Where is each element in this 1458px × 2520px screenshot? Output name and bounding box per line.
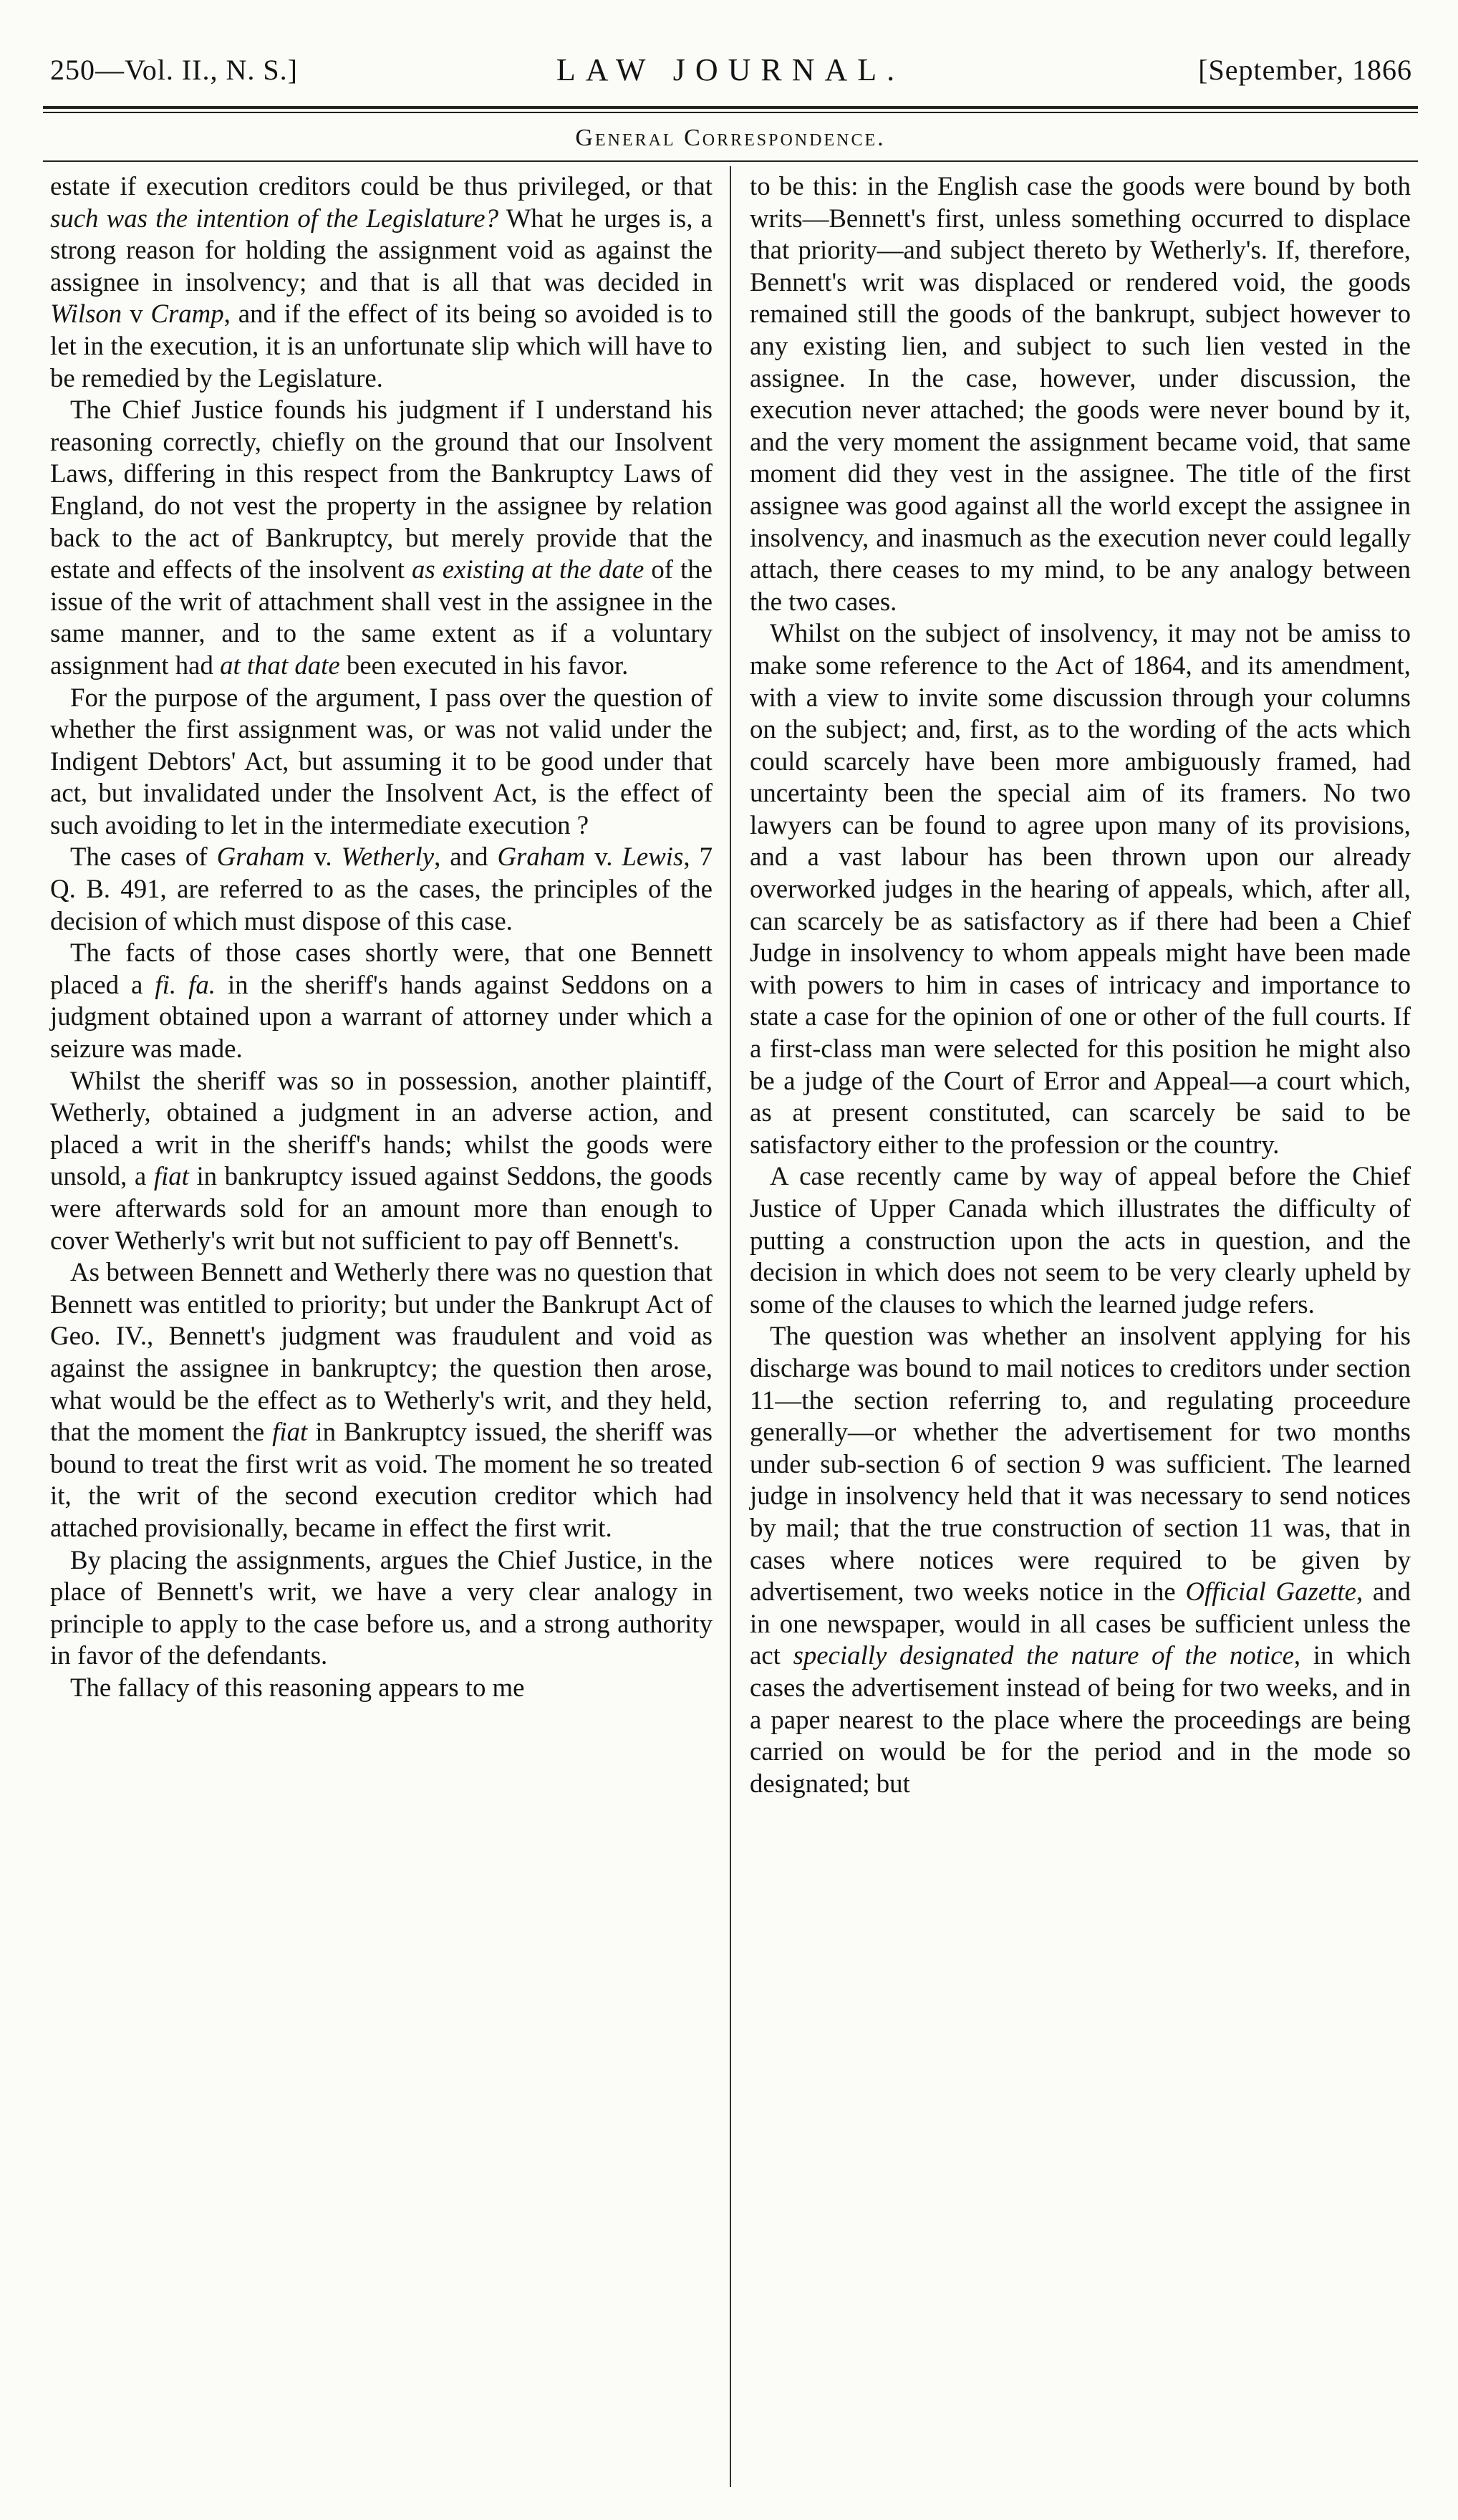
paragraph (750, 617, 1411, 1160)
text-run: , and (434, 842, 498, 872)
text-run: to be this: in the English case the goods were bound by both writs—Bennett's first, unless something occurred to displace that priority—and subject thereto by Wetherly's. If, therefore, Bennett's writ was displaced or rendered void, the goods remained still the goods of the bankrupt, subject however to any existing lien, and subject to such lien vested in the assignee. In the case, however, under discussion, the execution never attached; the goods were never bound by it, and the very moment the assignment became void, that same moment did they vest in the assignee. The title of the first assignee was good against all the world except the assignee in insolvency, and inasmuch as the execution never could legally attach, there ceases to my mind, to be any analogy between the two cases. (750, 171, 1411, 616)
text-run: of the issue of the writ of attachment shall vest in the assignee in the same manner, and to the same extent as if a voluntary assignment had (50, 554, 713, 680)
left-column (43, 166, 730, 2487)
paragraph (750, 1320, 1411, 1799)
header-rule-thick (43, 106, 1418, 109)
header-volume: 250—Vol. II., N. S.] (50, 54, 298, 86)
header-date: [September, 1866 (1198, 54, 1412, 86)
paragraph (50, 1672, 713, 1704)
journal-title: LAW JOURNAL. (556, 52, 905, 87)
right-column (731, 166, 1418, 2487)
text-run: The cases of (70, 842, 217, 872)
italic-text: Wilson (50, 299, 122, 329)
italic-text: Graham (497, 842, 586, 872)
text-run: , 7 Q. B. 491, are referred to as the cases, the principles of the decision of which must dispose of this case. (50, 842, 713, 936)
italic-text: Wetherly (341, 842, 435, 872)
text-run: , and if the effect of its being so avoided is to let in the execution, it is an unfortunate slip which will have to be remedied by the Legislature. (50, 299, 713, 393)
italic-text: fiat (272, 1417, 308, 1447)
running-header (43, 46, 1418, 96)
text-run: , in which cases the advertisement instead of being for two weeks, and in a paper nearest to the place where the proceedings are being carried on would be for the period and in the mode so designated; but (750, 1640, 1411, 1798)
text-run: What he urges is, a strong reason for holding the assignment void as against the assignee in insolvency; and that is all that was decided in (50, 203, 713, 297)
italic-text: Lewis (622, 842, 684, 872)
italic-text: fi. fa. (155, 969, 216, 999)
paragraph (50, 170, 713, 394)
italic-text: Cramp (150, 299, 224, 329)
text-run: For the purpose of the argument, I pass over the question of whether the first assignment was, or was not valid under the Indigent Debtors' Act, but assuming it to be good under that act, but invalidated under the Insolvent Act, is the effect of such avoiding to let in the intermediate execution ? (50, 682, 713, 840)
text-run: The facts of those cases shortly were, that one Bennett placed a (50, 938, 713, 999)
text-run: The question was whether an insolvent applying for his discharge was bound to mail notices to creditors under section 11—the section referring to, and regulating proceedure generally—or whether the advertisement for two months under sub-section 6 of section 9 was sufficient. The learned judge in insolvency held that it was necessary to send notices by mail; that the true construction of section 11 was, that in cases where notices were required to be given by advertisement, two weeks notice in the (750, 1321, 1411, 1607)
paragraph (50, 937, 713, 1064)
text-run: been executed in his favor. (339, 650, 629, 680)
paragraph (750, 170, 1411, 617)
text-run: The fallacy of this reasoning appears to me (70, 1672, 525, 1702)
paragraph (750, 1160, 1411, 1320)
text-run: v. (304, 842, 342, 872)
italic-text: Official Gazette (1185, 1577, 1356, 1607)
paragraph (50, 1256, 713, 1544)
text-run: in Bankruptcy issued, the sheriff was bound to treat the first writ as void. The moment he so treated it, the writ of the second execution creditor which had attached provisionally, became in effect the first writ. (50, 1417, 713, 1542)
italic-text: specially designated the nature of the notice (793, 1640, 1294, 1670)
text-run: A case recently came by way of appeal before the Chief Justice of Upper Canada which illustrates the difficulty of putting a construction upon the acts in question, and the decision in which does not seem to be very clearly upheld by some of the clauses to which the learned judge refers. (750, 1161, 1411, 1319)
paragraph (50, 841, 713, 937)
paragraph (50, 394, 713, 681)
italic-text: as existing at the date (412, 554, 644, 585)
text-run: Whilst on the subject of insolvency, it may not be amiss to make some reference to the Act of 1864, and its amendment, with a view to invite some discussion through your columns on the subject; and, first, as to the wording of the acts which could scarcely have been more ambiguously framed, had uncertainty been the special aim of its framers. No two lawyers can be found to agree upon many of its provisions, and a vast labour has been thrown upon our already overworked judges in the hearing of appeals, which, after all, can scarcely be as satisfactory as if there had been a Chief Judge in insolvency to whom appeals might have been made with powers to him in cases of intricacy and importance to state a case for the opinion of one or other of the full courts. If a first-class man were selected for this position he might also be a judge of the Court of Error and Appeal—a court which, as at present constituted, can scarcely be said to be satisfactory either to the profession or the country. (750, 618, 1411, 1159)
italic-text: fiat (153, 1161, 189, 1191)
italic-text: Graham (216, 842, 305, 872)
italic-text: such was the intention of the Legislature? (50, 203, 499, 233)
text-run: Whilst the sheriff was so in possession, another plaintiff, Wetherly, obtained a judgment in an adverse action, and placed a writ in the sheriff's hands; whilst the goods were unsold, a (50, 1065, 713, 1191)
paragraph (50, 1544, 713, 1672)
text-run: in the sheriff's hands against Seddons on a judgment obtained upon a warrant of attorney under which a seizure was made. (50, 969, 713, 1064)
paragraph (50, 682, 713, 842)
paragraph (50, 1065, 713, 1257)
article-columns (43, 166, 1418, 2487)
text-run: By placing the assignments, argues the Chief Justice, in the place of Bennett's writ, we have a very clear analogy in principle to apply to the case before us, and a strong authority in favor of the defendants. (50, 1544, 713, 1670)
text-run: As between Bennett and Wetherly there was no question that Bennett was entitled to priority; but under the Bankrupt Act of Geo. IV., Bennett's judgment was fraudulent and void as against the assignee in bankruptcy; the question then arose, what would be the effect as to Wetherly's writ, and they held, that the moment the (50, 1257, 713, 1447)
section-title: General Correspondence. (575, 125, 886, 151)
text-run: v (122, 299, 151, 329)
text-run: in bankruptcy issued against Seddons, the goods were afterwards sold for an amount more than enough to cover Wetherly's writ but not sufficient to pay off Bennett's. (50, 1161, 713, 1255)
text-run: , and in one newspaper, would in all cases be sufficient unless the act (750, 1577, 1411, 1670)
text-run: estate if execution creditors could be thus privileged, or that (50, 171, 713, 201)
section-rule (43, 160, 1418, 162)
italic-text: at that date (220, 650, 340, 680)
text-run: The Chief Justice founds his judgment if I understand his reasoning correctly, chiefly on the ground that our Insolvent Laws, differing in this respect from the Bankruptcy Laws of England, do not vest the property in the assignee by relation back to the act of Bankruptcy, but merely provide that the estate and effects of the insolvent (50, 395, 713, 585)
text-run: v. (585, 842, 622, 872)
